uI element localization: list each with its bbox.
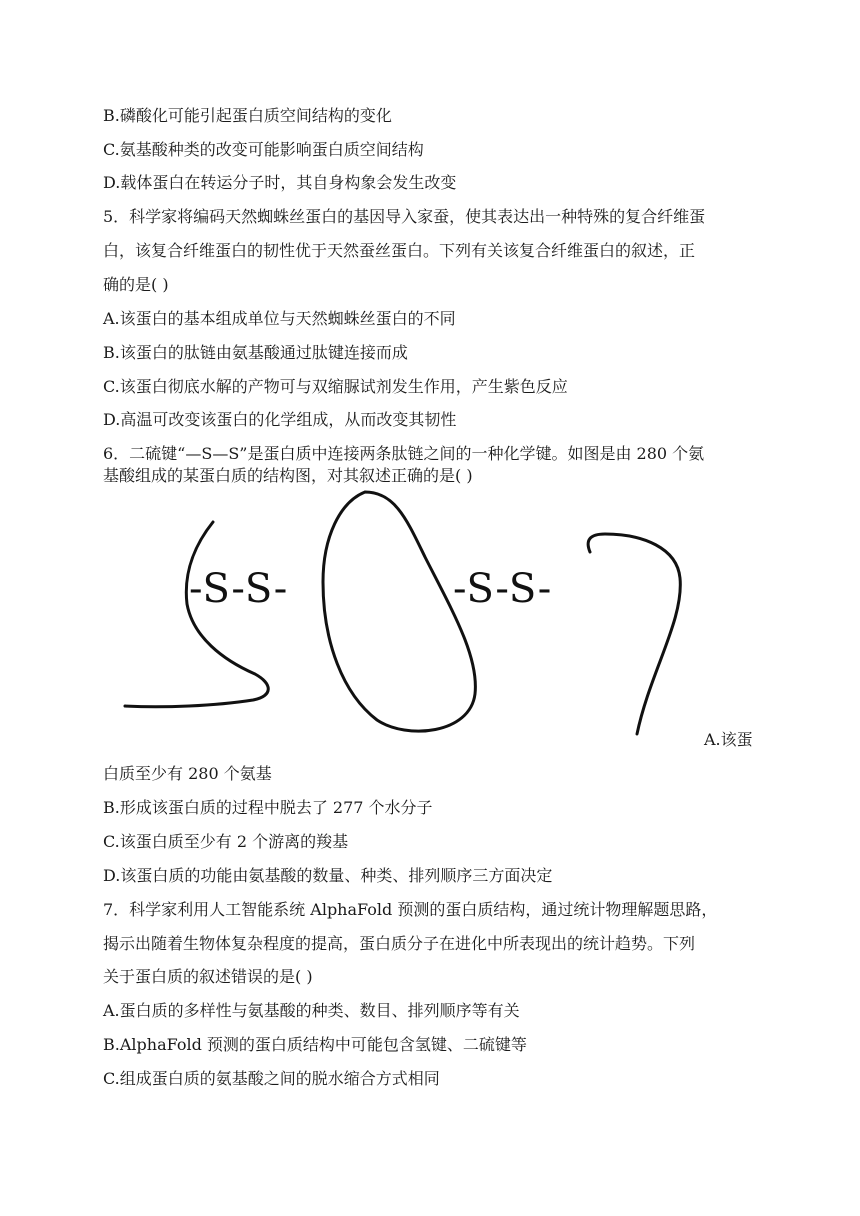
- protein-structure-diagram: [115, 482, 695, 744]
- question-7-stem: 关于蛋白质的叙述错误的是( ): [103, 967, 313, 986]
- option-d: D.该蛋白质的功能由氨基酸的数量、种类、排列顺序三方面决定: [103, 866, 553, 885]
- option-a-continued: 白质至少有 280 个氨基: [103, 764, 272, 783]
- question-7-stem: 揭示出随着生物体复杂程度的提高，蛋白质分子在进化中所表现出的统计趋势。下列: [103, 934, 696, 953]
- question-6-stem: 基酸组成的某蛋白质的结构图，对其叙述正确的是( ): [103, 466, 473, 485]
- option-b: B.AlphaFold 预测的蛋白质结构中可能包含氢键、二硫键等: [103, 1035, 527, 1054]
- disulfide-bond-right: -S-S-: [453, 566, 552, 612]
- text-line: B.磷酸化可能引起蛋白质空间结构的变化: [103, 106, 392, 125]
- peptide-chain-3: [588, 534, 680, 734]
- text-line: D.载体蛋白在转运分子时，其自身构象会发生改变: [103, 173, 457, 192]
- question-5-stem: 确的是( ): [103, 275, 169, 294]
- option-c: C.该蛋白质至少有 2 个游离的羧基: [103, 832, 349, 851]
- option-a: A.蛋白质的多样性与氨基酸的种类、数目、排列顺序等有关: [103, 1001, 520, 1020]
- peptide-chain-1: [125, 522, 268, 707]
- disulfide-bond-left: -S-S-: [189, 566, 288, 612]
- option-b: B.形成该蛋白质的过程中脱去了 277 个水分子: [103, 798, 433, 817]
- option-c: C.该蛋白彻底水解的产物可与双缩脲试剂发生作用，产生紫色反应: [103, 377, 568, 396]
- option-a: A.该蛋白的基本组成单位与天然蜘蛛丝蛋白的不同: [103, 309, 456, 328]
- text-line: C.氨基酸种类的改变可能影响蛋白质空间结构: [103, 140, 424, 159]
- question-5-stem: 白，该复合纤维蛋白的韧性优于天然蚕丝蛋白。下列有关该复合纤维蛋白的叙述，正: [103, 241, 696, 260]
- option-d: D.高温可改变该蛋白的化学组成，从而改变其韧性: [103, 410, 457, 429]
- question-6-stem: 6．二硫键“—S—S”是蛋白质中连接两条肽链之间的一种化学键。如图是由 280 个氨: [103, 444, 705, 463]
- option-c: C.组成蛋白质的氨基酸之间的脱水缩合方式相同: [103, 1069, 440, 1088]
- option-a-start: A.该蛋: [704, 730, 753, 749]
- question-5-stem: 5．科学家将编码天然蜘蛛丝蛋白的基因导入家蚕，使其表达出一种特殊的复合纤维蛋: [103, 207, 706, 226]
- question-7-stem: 7．科学家利用人工智能系统 AlphaFold 预测的蛋白质结构，通过统计物理解题思路，: [103, 900, 718, 919]
- option-b: B.该蛋白的肽链由氨基酸通过肽键连接而成: [103, 343, 408, 362]
